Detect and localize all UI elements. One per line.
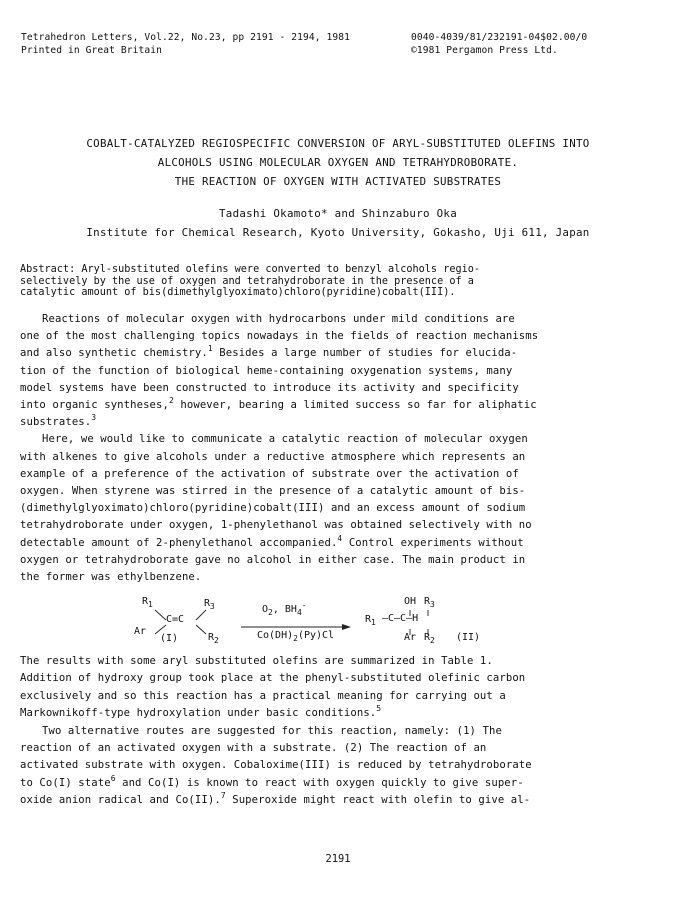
reference-mark: 4 — [337, 533, 343, 543]
reactant-core: C=C — [166, 614, 185, 625]
paragraph-line — [20, 345, 660, 362]
body-text-lower — [20, 653, 660, 810]
text-span: oxide anion radical and Co(II). — [20, 794, 221, 807]
text-span: to Co(I) state — [20, 776, 111, 789]
scheme-text: R — [424, 596, 431, 607]
text-span: Control experiments without — [342, 536, 524, 549]
author-block — [0, 204, 676, 242]
paragraph-line: tion of the function of biological heme-containing oxygenation systems, many — [20, 364, 513, 377]
paragraph-line: tetrahydroborate under oxygen, 1-phenylethanol was obtained selectively with no — [20, 519, 532, 532]
issn-code: 0040-4039/81/232191-04$02.00/0 — [411, 32, 588, 43]
scheme-text: R — [142, 596, 149, 607]
paragraph-line: with alkenes to give alcohols under a reductive atmosphere which represents an — [20, 450, 526, 463]
paragraph-line: exclusively and so this reaction has a practical meaning for carrying out a — [20, 689, 506, 702]
scheme-text: R — [204, 598, 211, 609]
reactant-aryl: Ar — [134, 626, 147, 637]
product-chain: —C—C—H — [382, 613, 419, 624]
author-names: Tadashi Okamoto* and Shinzaburo Oka — [218, 207, 457, 220]
scheme-subscript: 2 — [430, 636, 435, 645]
scheme-text: R — [208, 632, 215, 643]
paragraph-line: one of the most challenging topics nowadays in the fields of reaction mechanisms — [20, 330, 539, 343]
scheme-subscript: 2 — [293, 634, 298, 643]
product-r2 — [424, 632, 435, 644]
scheme-subscript: 4 — [296, 608, 302, 617]
paragraph-line — [20, 397, 660, 414]
paragraph-line: Addition of hydroxy group took place at the phenyl-substituted olefinic carbon — [20, 672, 526, 685]
paragraph-line: Two alternative routes are suggested for this reaction, namely: (1) The — [42, 724, 502, 737]
paragraph-line — [20, 705, 660, 722]
reference-mark: 7 — [220, 791, 226, 801]
text-span: Markownikoff-type hydroxylation under basic conditions. — [20, 707, 377, 720]
printed-in: Printed in Great Britain — [21, 45, 163, 56]
paragraph-line — [20, 775, 660, 792]
catalyst-label — [257, 630, 334, 642]
reactant-label: (I) — [160, 633, 179, 644]
reactant-r2 — [208, 632, 219, 644]
reagent-oxygen-borohydride — [262, 601, 307, 617]
text-span: into organic syntheses, — [20, 399, 169, 412]
scheme-subscript: 3 — [210, 602, 215, 611]
scheme-subscript: 2 — [268, 608, 273, 617]
paragraph-line: oxygen. When styrene was stirred in the presence of a catalytic amount of bis- — [20, 485, 526, 498]
text-span: Superoxide might react with olefin to give al- — [225, 794, 531, 807]
product-label: (II) — [456, 632, 481, 643]
charge-sign: - — [301, 601, 307, 610]
journal-header — [21, 31, 350, 57]
scheme-text: , BH — [272, 604, 297, 615]
journal-citation: Tetrahedron Letters, Vol.22, No.23, pp 2191 - 2194, 1981 — [21, 32, 351, 43]
reference-mark: 3 — [91, 413, 97, 423]
text-span: detectable amount of 2-phenylethanol accompanied. — [20, 536, 338, 549]
body-text-upper — [20, 311, 660, 586]
product-hydroxy: OH — [404, 596, 417, 607]
text-span: and Co(I) is known to react with oxygen quickly to give super- — [115, 776, 524, 789]
text-span: substrates. — [20, 416, 92, 429]
paragraph-line: model systems have been constructed to introduce its activity and specificity — [20, 381, 519, 394]
scheme-text: (Py)Cl — [297, 630, 335, 641]
abstract-line: catalytic amount of bis(dimethylglyoximato)chloro(pyridine)cobalt(III). — [20, 287, 456, 298]
scheme-subscript: 1 — [148, 600, 153, 609]
reaction-scheme — [120, 596, 560, 652]
paragraph-line: the former was ethylbenzene. — [20, 571, 202, 584]
page-number: 2191 — [325, 853, 351, 865]
scheme-subscript: 1 — [371, 618, 376, 627]
title-line: THE REACTION OF OXYGEN WITH ACTIVATED SUBSTRATES — [174, 175, 502, 188]
reference-mark: 5 — [376, 704, 382, 714]
product-aryl: Ar — [404, 632, 417, 643]
abstract-line: selectively by the use of oxygen and tetrahydroborate in the presence of a — [20, 275, 474, 287]
paragraph-line: reaction of an activated oxygen with a substrate. (2) The reaction of an — [20, 742, 487, 755]
abstract — [20, 264, 656, 299]
paragraph-line — [20, 792, 660, 809]
scheme-text: R — [424, 632, 431, 643]
reference-mark: 2 — [169, 396, 174, 406]
author-affiliation: Institute for Chemical Research, Kyoto University, Gokasho, Uji 611, Japan — [86, 226, 590, 239]
paragraph-line: Here, we would like to communicate a catalytic reaction of molecular oxygen — [42, 433, 528, 446]
reference-mark: 1 — [207, 344, 213, 354]
scheme-subscript: 3 — [430, 600, 435, 609]
scheme-text: Co(DH) — [257, 630, 294, 641]
scheme-text: O — [262, 604, 269, 615]
copyright-notice: ©1981 Pergamon Press Ltd. — [411, 45, 558, 56]
scheme-subscript: 2 — [214, 636, 219, 645]
reference-mark: 6 — [110, 773, 116, 783]
text-span: Besides a large number of studies for elucida- — [212, 347, 518, 360]
paragraph-line: example of a preference of the activation of substrate over the activation of — [20, 467, 519, 480]
paragraph-line: Reactions of molecular oxygen with hydrocarbons under mild conditions are — [42, 313, 515, 325]
paper-title — [0, 134, 676, 191]
product-r1 — [365, 614, 376, 626]
scheme-text: R — [365, 614, 372, 625]
abstract-line: Abstract: Aryl-substituted olefins were converted to benzyl alcohols regio- — [20, 264, 481, 275]
paragraph-line: oxygen or tetrahydroborate gave no alcohol in either case. The main product in — [20, 553, 526, 566]
paragraph-line: The results with some aryl substituted olefins are summarized in Table 1. — [20, 655, 493, 667]
text-span: however, bearing a limited success so far for aliphatic — [173, 399, 537, 412]
paragraph-line: activated substrate with oxygen. Cobaloxime(III) is reduced by tetrahydroborate — [20, 759, 532, 772]
publisher-header — [411, 31, 587, 57]
title-line: ALCOHOLS USING MOLECULAR OXYGEN AND TETRAHYDROBORATE. — [157, 156, 519, 169]
text-span: and also synthetic chemistry. — [20, 347, 208, 360]
title-line: COBALT-CATALYZED REGIOSPECIFIC CONVERSION OF ARYL-SUBSTITUTED OLEFINS INTO — [86, 137, 590, 150]
paragraph-line — [20, 535, 660, 552]
paragraph-line — [20, 414, 660, 431]
paragraph-line: (dimethylglyoximato)chloro(pyridine)cobalt(III) and an excess amount of sodium — [20, 502, 526, 515]
